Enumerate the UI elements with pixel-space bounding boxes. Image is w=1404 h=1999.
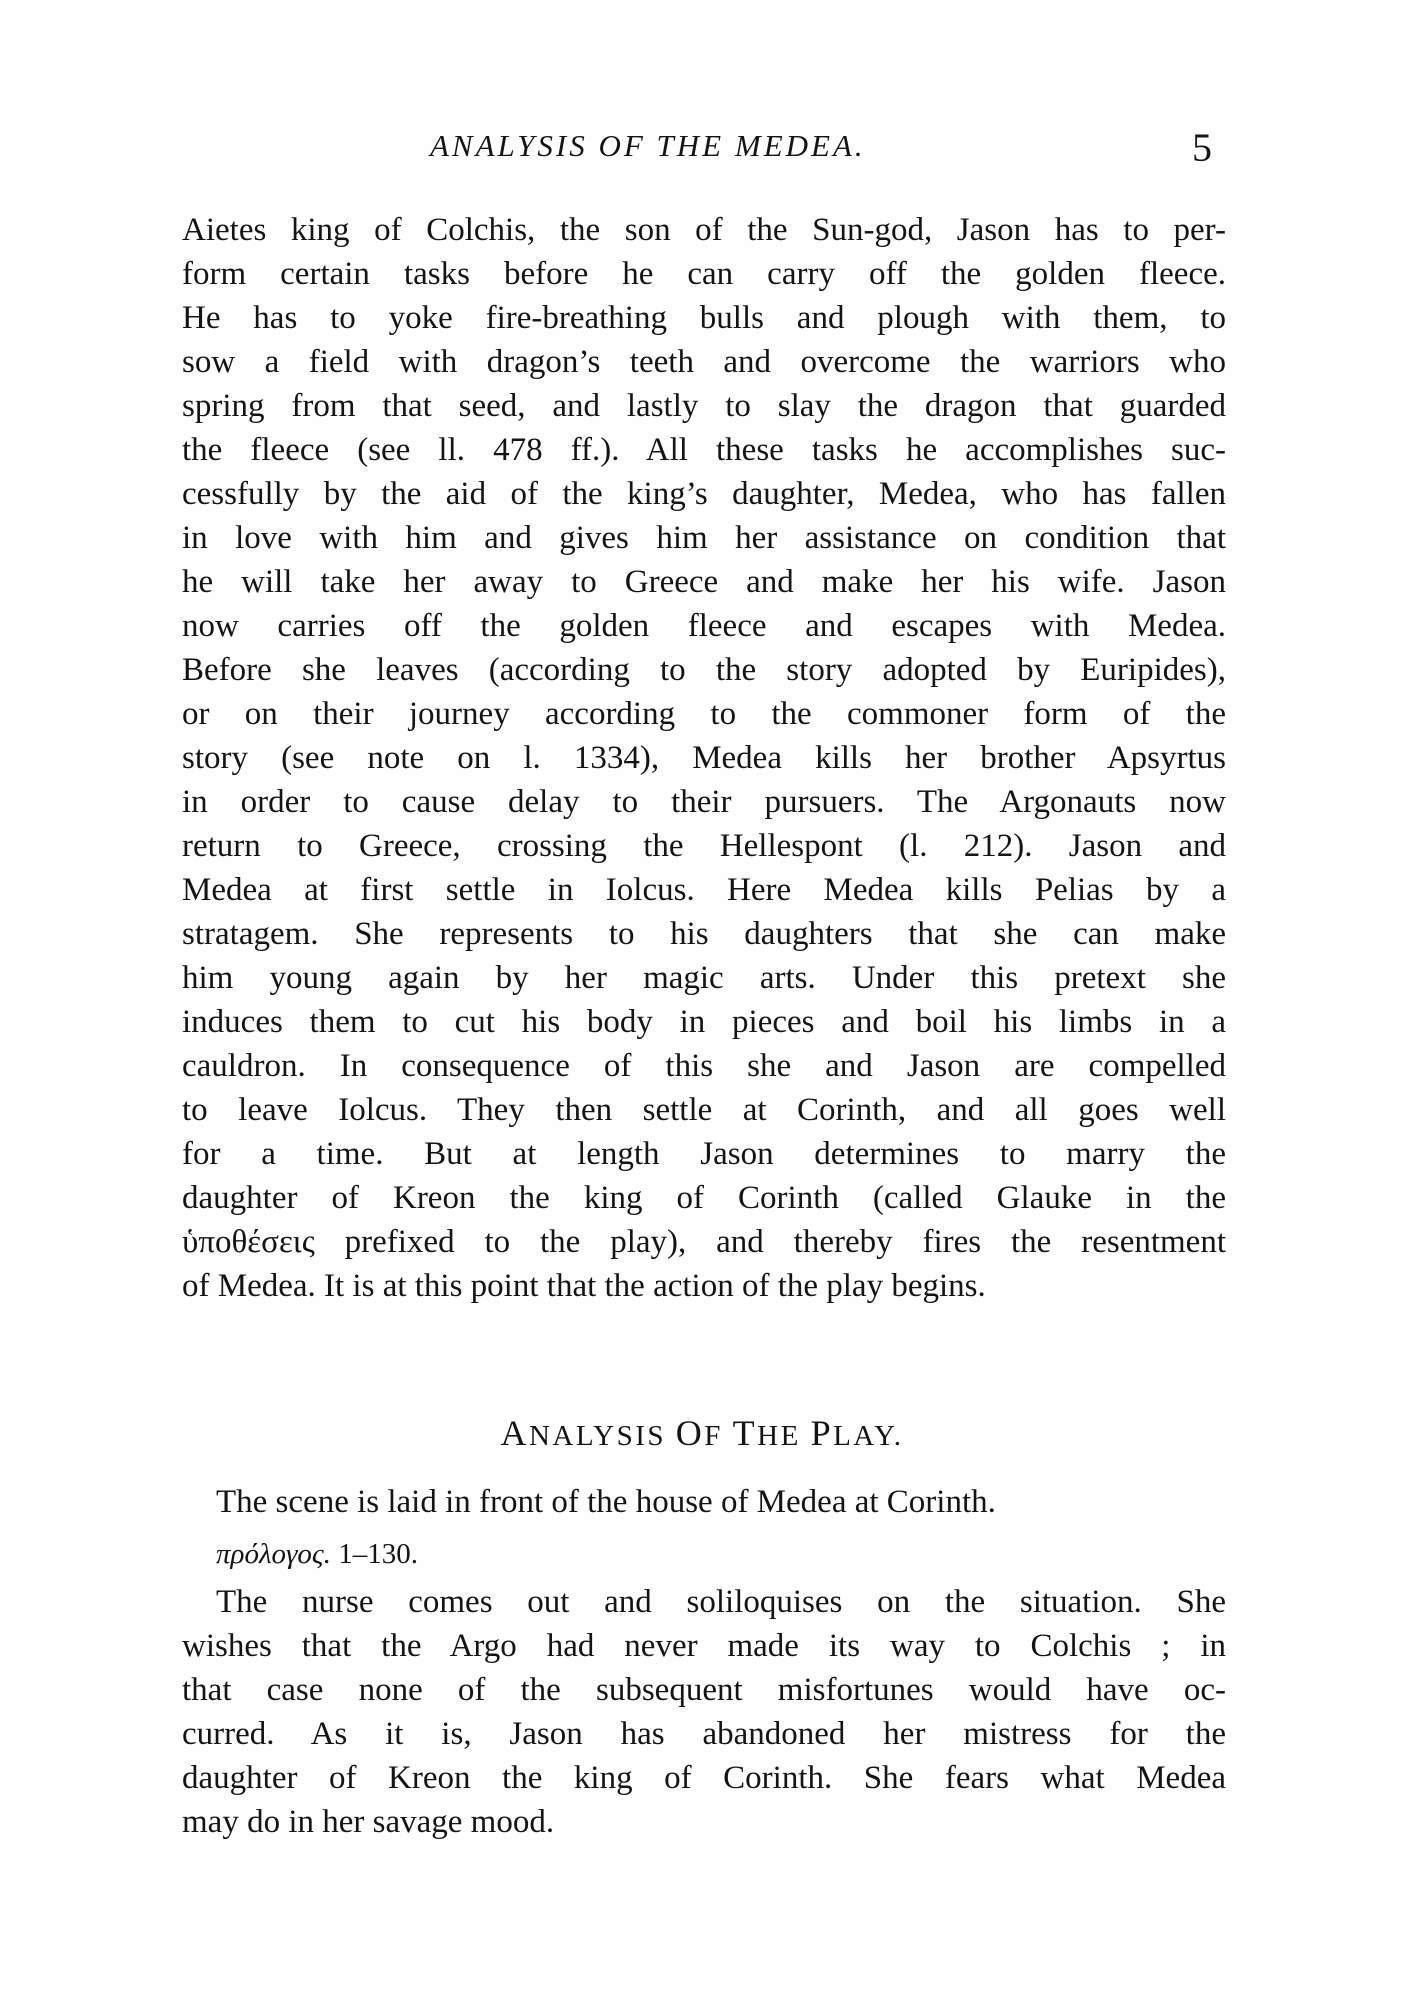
text-line: in love with him and gives him her assistance on condition that (182, 520, 1226, 556)
section-heading (0, 1412, 1404, 1454)
text-line: form certain tasks before he can carry off the golden fleece. (182, 256, 1226, 292)
text-line: story (see note on l. 1334), Medea kills her brother Apsyrtus (182, 740, 1226, 776)
prologue-greek: πρόλογος. (216, 1538, 331, 1570)
text-line: wishes that the Argo had never made its way to Colchis ; in (182, 1628, 1226, 1664)
text-line: He has to yoke fire-breathing bulls and plough with them, to (182, 300, 1226, 336)
text-line: he will take her away to Greece and make her his wife. Jason (182, 564, 1226, 600)
scene-line: The scene is laid in front of the house of Medea at Corinth. (216, 1484, 996, 1520)
text-line: the fleece (see ll. 478 ff.). All these tasks he accomplishes suc- (182, 432, 1226, 468)
text-line: return to Greece, crossing the Hellespont (l. 212). Jason and (182, 828, 1226, 864)
text-line: cessfully by the aid of the king’s daughter, Medea, who has fallen (182, 476, 1226, 512)
text-line: Medea at first settle in Iolcus. Here Medea kills Pelias by a (182, 872, 1226, 908)
text-line: or on their journey according to the commoner form of the (182, 696, 1226, 732)
text-line: Before she leaves (according to the story adopted by Euripides), (182, 652, 1226, 688)
running-head (0, 125, 1404, 178)
text-line: of Medea. It is at this point that the action of the play begins. (182, 1268, 986, 1304)
text-line: curred. As it is, Jason has abandoned her mistress for the (182, 1716, 1226, 1752)
text-line: stratagem. She represents to his daughters that she can make (182, 916, 1226, 952)
text-line: him young again by her magic arts. Under this pretext she (182, 960, 1226, 996)
text-line: daughter of Kreon the king of Corinth (called Glauke in the (182, 1180, 1226, 1216)
text-line: for a time. But at length Jason determines to marry the (182, 1136, 1226, 1172)
running-title: ANALYSIS OF THE MEDEA. (430, 128, 866, 163)
page-number: 5 (1192, 125, 1212, 170)
text-line: daughter of Kreon the king of Corinth. She fears what Medea (182, 1760, 1226, 1796)
prologue-line-range: 1–130. (338, 1538, 418, 1570)
text-line: ὑποθέσεις prefixed to the play), and thereby fires the resentment (182, 1224, 1226, 1260)
text-line: may do in her savage mood. (182, 1804, 555, 1840)
section-heading-text: ANALYSIS OF THE PLAY. (500, 1413, 904, 1453)
text-line: sow a field with dragon’s teeth and overcome the warriors who (182, 344, 1226, 380)
text-line: now carries off the golden fleece and escapes with Medea. (182, 608, 1226, 644)
text-line: The nurse comes out and soliloquises on the situation. She (216, 1584, 1226, 1620)
text-line: that case none of the subsequent misfortunes would have oc- (182, 1672, 1226, 1708)
text-line: in order to cause delay to their pursuers. The Argonauts now (182, 784, 1226, 820)
text-line: spring from that seed, and lastly to slay the dragon that guarded (182, 388, 1226, 424)
text-line: induces them to cut his body in pieces and boil his limbs in a (182, 1004, 1226, 1040)
text-line: to leave Iolcus. They then settle at Corinth, and all goes well (182, 1092, 1226, 1128)
text-line: cauldron. In consequence of this she and Jason are compelled (182, 1048, 1226, 1084)
prologue-label (216, 1538, 418, 1571)
text-line: Aietes king of Colchis, the son of the Sun-god, Jason has to per- (182, 212, 1226, 248)
